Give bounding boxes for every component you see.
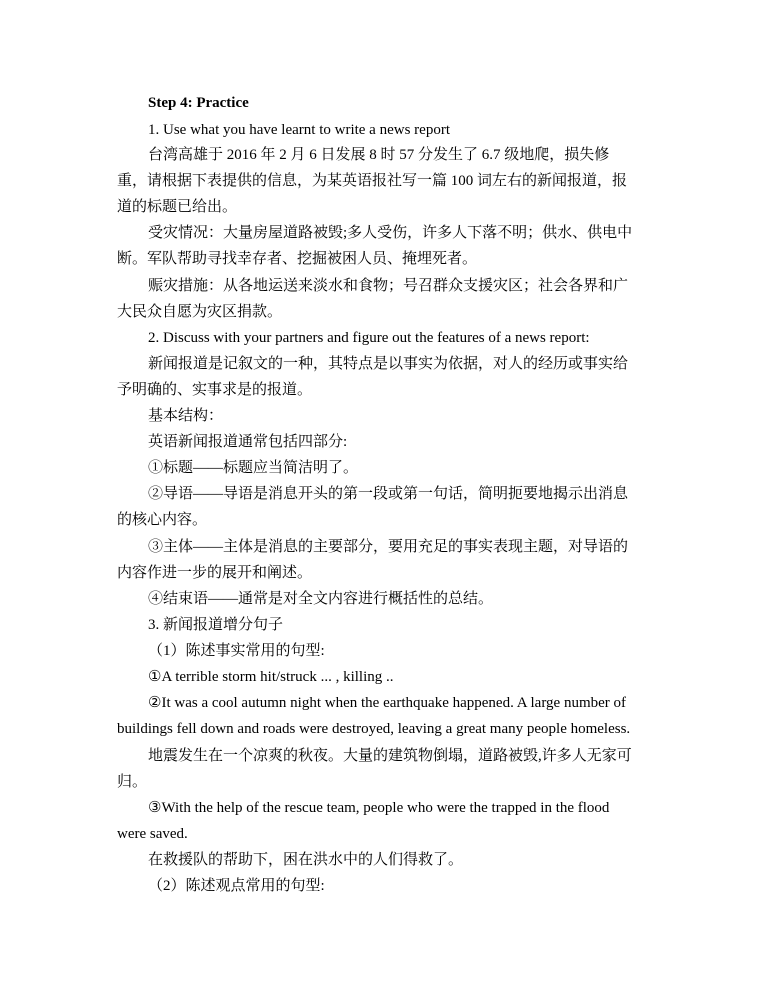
item3-title: 3. 新闻报道增分句子 <box>148 617 284 633</box>
part2-lead-line1: ②导语——导语是消息开头的第一段或第一句话，简明扼要地揭示出消息 <box>148 486 629 502</box>
example2-line2: buildings fell down and roads were destroyed, leaving a great many people homeless. <box>117 721 631 737</box>
example2-line1: ②It was a cool autumn night when the earthquake happened. A large number of <box>148 695 627 711</box>
example1: ①A terrible storm hit/struck ... , killing .. <box>148 669 394 685</box>
item1-para1-line3: 道的标题已给出。 <box>117 199 238 215</box>
item2-para1-line1: 新闻报道是记叙文的一种，其特点是以事实为依据，对人的经历或事实给 <box>148 356 629 372</box>
part1-headline: ①标题——标题应当简洁明了。 <box>148 460 359 476</box>
item1-para1-line1: 台湾高雄于 2016 年 2 月 6 日发展 8 时 57 分发生了 6.7 级地爬，损失修 <box>148 147 610 163</box>
item2-title: 2. Discuss with your partners and figure out the features of a news report: <box>148 330 590 346</box>
structure-label: 基本结构： <box>148 408 224 424</box>
example3-cn: 在救援队的帮助下，困在洪水中的人们得救了。 <box>148 852 464 868</box>
item1-para2-line2: 断。军队帮助寻找幸存者、挖掘被困人员、掩埋死者。 <box>117 251 478 267</box>
item1-para1-line2: 重，请根据下表提供的信息，为某英语报社写一篇 100 词左右的新闻报道，报 <box>117 173 628 189</box>
sub1-title: （1）陈述事实常用的句型: <box>148 643 325 659</box>
sub2-title: （2）陈述观点常用的句型: <box>148 878 325 894</box>
example3-line1: ③With the help of the rescue team, people who were the trapped in the flood <box>148 800 610 816</box>
item1-title: 1. Use what you have learnt to write a news report <box>148 122 450 138</box>
item2-para1-line2: 予明确的、实事求是的报道。 <box>117 382 313 398</box>
structure-intro: 英语新闻报道通常包括四部分: <box>148 434 348 450</box>
example3-line2: were saved. <box>117 826 188 842</box>
item1-para3-line2: 大民众自愿为灾区捐款。 <box>117 304 283 320</box>
item1-para2-line1: 受灾情况：大量房屋道路被毁;多人受伤，许多人下落不明；供水、供电中 <box>148 225 633 241</box>
part2-lead-line2: 的核心内容。 <box>117 512 208 528</box>
part4-ending: ④结束语——通常是对全文内容进行概括性的总结。 <box>148 591 494 607</box>
example2-cn-line2: 归。 <box>117 774 148 790</box>
item1-para3-line1: 赈灾措施：从各地运送来淡水和食物；号召群众支援灾区；社会各界和广 <box>148 278 629 294</box>
step-heading: Step 4: Practice <box>148 95 249 111</box>
example2-cn-line1: 地震发生在一个凉爽的秋夜。大量的建筑物倒塌，道路被毁,许多人无家可 <box>148 748 632 764</box>
part3-body-line1: ③主体——主体是消息的主要部分，要用充足的事实表现主题，对导语的 <box>148 539 629 555</box>
part3-body-line2: 内容作进一步的展开和阐述。 <box>117 565 313 581</box>
